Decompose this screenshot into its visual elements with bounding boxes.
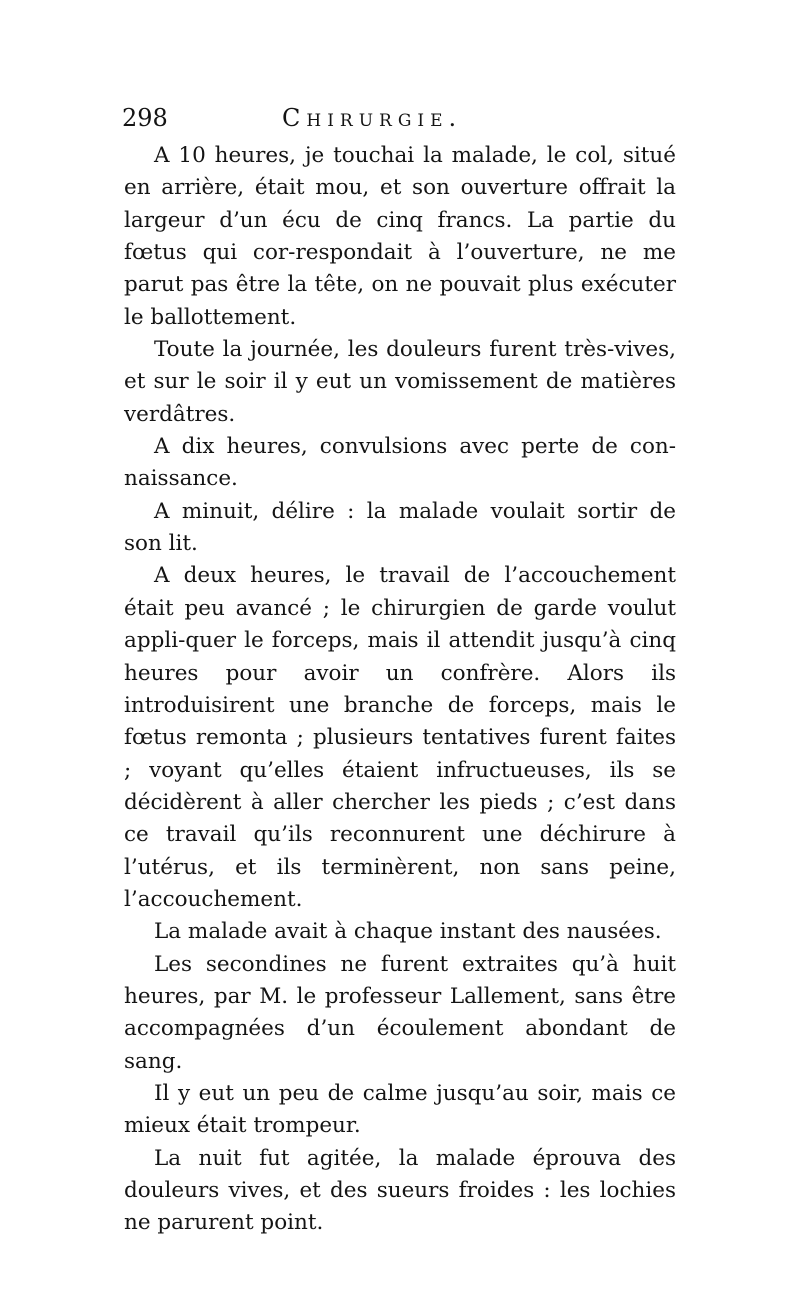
- paragraph-6: La malade avait à chaque instant des nausées.: [154, 919, 662, 945]
- paragraph-4: A minuit, délire : la malade voulait sortir de son lit.: [124, 498, 676, 557]
- paragraph-9: La nuit fut agitée, la malade éprouva des douleurs vives, et des sueurs froides : les lochies ne parurent point.: [124, 1145, 676, 1236]
- paragraph-3: A dix heures, convulsions avec perte de con-naissance.: [124, 434, 676, 492]
- page-number: 298: [122, 104, 168, 132]
- paragraph-8: Il y eut un peu de calme jusqu’au soir, mais ce mieux était trompeur.: [124, 1080, 676, 1139]
- paragraph-7: Les secondines ne furent extraites qu’à huit heures, par M. le professeur Lallement, sans être accompagnées d’un écoulement abondant de sang.: [124, 951, 676, 1074]
- paragraph-5: A deux heures, le travail de l’accouchement était peu avancé ; le chirurgien de garde voulut appli-quer le forceps, mais il attendit jusqu’à cinq heures pour avoir un confrère. Alors ils introduisirent une branche de forceps, mais le fœtus remonta ; plusieurs tentatives furent faites ; voyant qu’elles étaient infructueuses, ils se décidèrent à aller chercher les pieds ; c’est dans ce travail qu’ils reconnurent une déchirure à l’utérus, et ils terminèrent, non sans peine, l’accouchement.: [124, 563, 676, 912]
- running-head: [122, 98, 682, 138]
- paragraph-2: Toute la journée, les douleurs furent très-vives, et sur le soir il y eut un vomissement de matières verdâtres.: [124, 337, 676, 427]
- body-text: [124, 140, 676, 1240]
- paragraph-1: A 10 heures, je touchai la malade, le col, situé en arrière, était mou, et son ouverture offrait la largeur d’un écu de cinq francs. La partie du fœtus qui cor-respondait à l’ouverture, ne me parut pas être la tête, on ne pouvait plus exécuter le ballottement.: [124, 143, 676, 330]
- running-title: Chirurgie.: [282, 104, 463, 132]
